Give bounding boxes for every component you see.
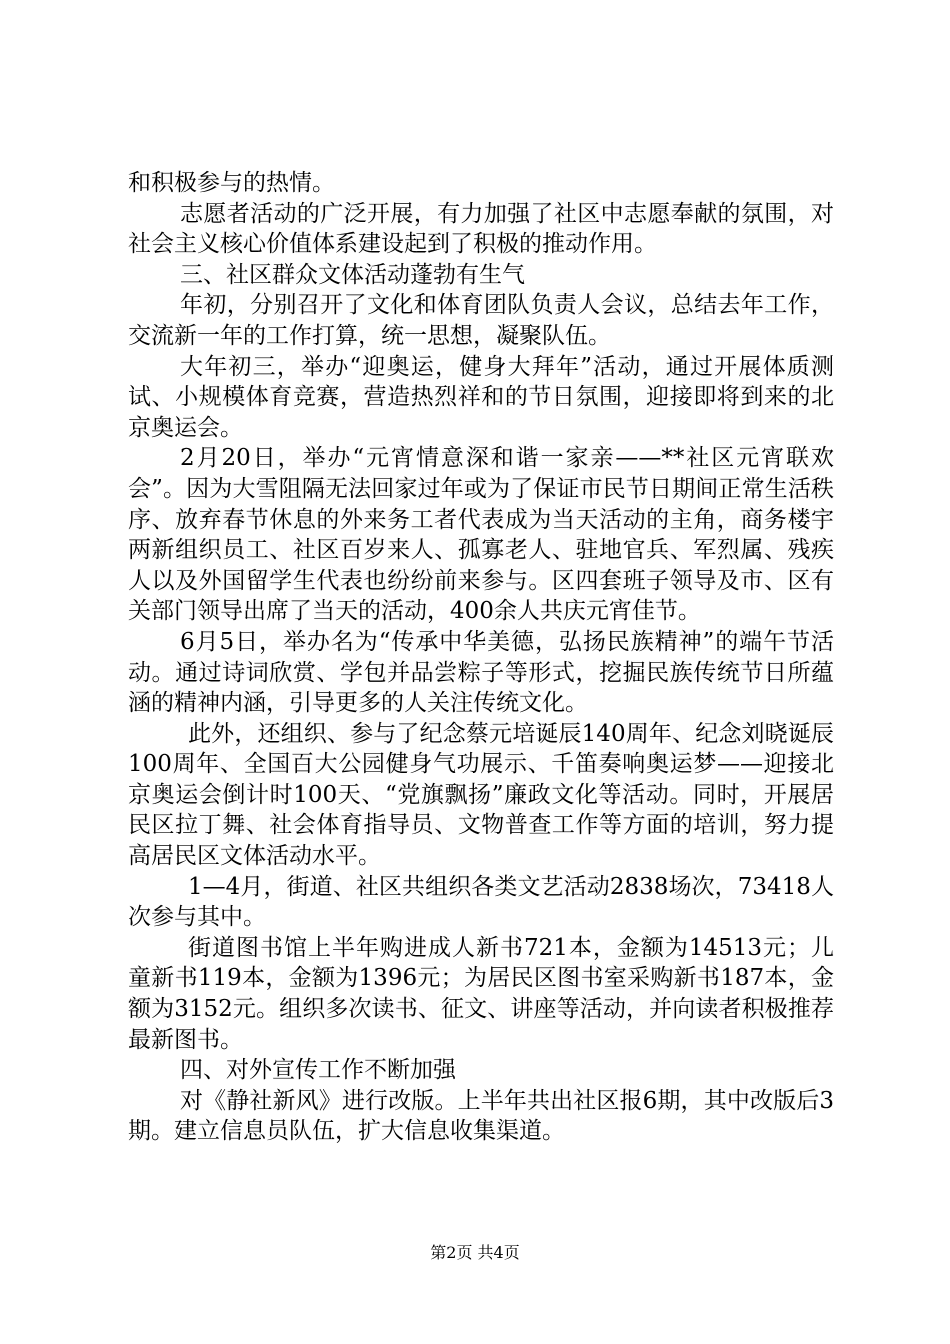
paragraph-volunteer-summary: 志愿者活动的广泛开展，有力加强了社区中志愿奉献的氛围，对社会主义核心价值体系建设起到了积极的推动作用。: [128, 200, 834, 258]
paragraph-other-activities: 此外，还组织、参与了纪念蔡元培诞辰140周年、纪念刘晓诞辰100周年、全国百大公园健身气功展示、千笛奏响奥运梦——迎接北京奥运会倒计时100天、“党旗飘扬”廉政文化等活动。同时，开展居民区拉丁舞、社会体育指导员、文物普查工作等方面的培训，努力提高居民区文体活动水平。: [128, 720, 834, 870]
paragraph-dragon-boat: 6月5日，举办名为“传承中华美德，弘扬民族精神”的端午节活动。通过诗词欣赏、学包并品尝粽子等形式，挖掘民族传统节日所蕴涵的精神内涵，引导更多的人关注传统文化。: [128, 628, 834, 717]
page-number-footer: 第2页 共4页: [430, 1243, 520, 1262]
paragraph-library: 街道图书馆上半年购进成人新书721本，金额为14513元；儿童新书119本，金额为1396元；为居民区图书室采购新书187本，金额为3152元。组织多次读书、征文、讲座等活动，并向读者积极推荐最新图书。: [128, 934, 834, 1053]
paragraph-continuation: 和积极参与的热情。: [128, 170, 335, 196]
section-heading-4: 四、对外宣传工作不断加强: [180, 1057, 456, 1084]
paragraph-new-year-meeting: 年初，分别召开了文化和体育团队负责人会议，总结去年工作，交流新一年的工作打算，统一思想，凝聚队伍。: [128, 292, 834, 349]
paragraph-lantern-festival: 2月20日，举办“元宵情意深和谐一家亲——**社区元宵联欢会”。因为大雪阻隔无法回家过年或为了保证市民节日期间正常生活秩序、放弃春节休息的外来务工者代表成为当天活动的主角，商务楼宇两新组织员工、社区百岁来人、孤寡老人、驻地官兵、军烈属、残疾人以及外国留学生代表也纷纷前来参与。区四套班子领导及市、区有关部门领导出席了当天的活动，400余人共庆元宵佳节。: [128, 445, 834, 625]
paragraph-activity-stats: 1—4月，街道、社区共组织各类文艺活动2838场次，73418人次参与其中。: [128, 873, 834, 931]
section-heading-3: 三、社区群众文体活动蓬勃有生气: [180, 261, 525, 288]
paragraph-newsletter: 对《静社新风》进行改版。上半年共出社区报6期，其中改版后3期。建立信息员队伍，扩大信息收集渠道。: [128, 1087, 834, 1145]
paragraph-olympic-event: 大年初三，举办“迎奥运，健身大拜年”活动，通过开展体质测试、小规模体育竞赛，营造热烈祥和的节日氛围，迎接即将到来的北京奥运会。: [128, 353, 834, 441]
body-text: [128, 168, 834, 1147]
